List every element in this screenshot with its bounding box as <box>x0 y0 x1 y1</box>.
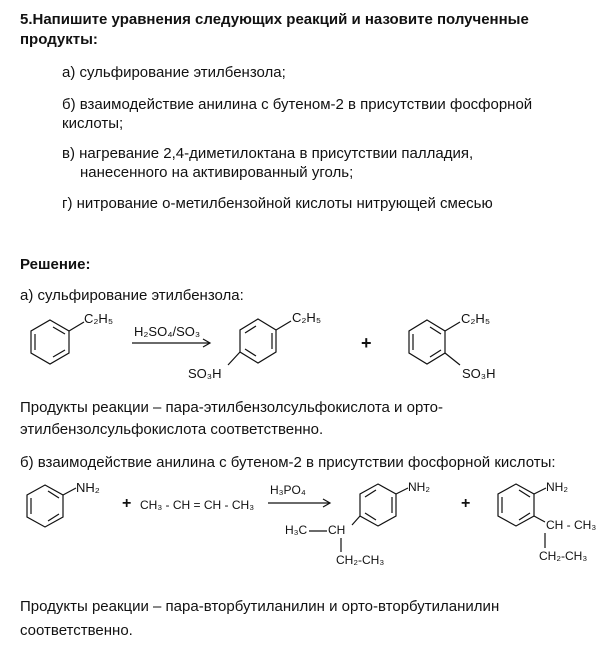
amine-label-para: NH₂ <box>408 480 430 494</box>
sulfo-label-para: SO₃H <box>188 366 222 381</box>
ethyl-label-2: C₂H₅ <box>292 310 322 325</box>
ch-ch3-label: CH - CH₃ <box>546 518 597 532</box>
part-a-title: а) сульфирование этилбензола: <box>20 287 244 304</box>
part-b-products-line2: соответственно. <box>20 622 133 639</box>
plus-b-2: + <box>461 495 471 512</box>
ch2ch3-label-ortho: CH₂-CH₃ <box>539 549 588 563</box>
reagent-a: H₂SO₄/SO₃ <box>134 324 201 339</box>
task-item-g: г) нитрование о-метилбензойной кислоты нитрующей смесью <box>62 195 493 212</box>
ethyl-label-3: C₂H₅ <box>461 311 491 326</box>
part-a-products-line1: Продукты реакции – пара-этилбензолсульфокислота и орто- <box>20 399 443 416</box>
amine-label-1: NH₂ <box>76 480 100 495</box>
sulfo-label-ortho: SO₃H <box>462 366 496 381</box>
solution-heading: Решение: <box>20 256 91 273</box>
task-title-line2: продукты: <box>20 31 98 48</box>
task-title-line1: 5.Напишите уравнения следующих реакций и назовите полученные <box>20 11 529 28</box>
part-a-products-line2: этилбензолсульфокислота соответственно. <box>20 421 324 438</box>
part-b-products-line1: Продукты реакции – пара-вторбутиланилин и орто-вторбутиланилин <box>20 598 500 615</box>
ch-label: CH <box>328 523 346 537</box>
butene-label: CH₃ - CH = CH - CH₃ <box>140 498 255 512</box>
plus-b-1: + <box>122 495 132 512</box>
reagent-b: H₃PO₄ <box>270 483 306 497</box>
task-item-v-cont: нанесенного на активированный уголь; <box>80 164 354 181</box>
ethyl-label-1: C₂H₅ <box>84 311 114 326</box>
amine-label-ortho: NH₂ <box>546 480 568 494</box>
h3c-label: H₃C <box>285 523 308 537</box>
task-item-b: б) взаимодействие анилина с бутеном-2 в присутствии фосфорной <box>62 96 533 113</box>
task-item-b-cont: кислоты; <box>62 115 124 132</box>
part-b-title: б) взаимодействие анилина с бутеном-2 в присутствии фосфорной кислоты: <box>20 454 556 471</box>
plus-a: + <box>361 333 372 353</box>
task-item-a: а) сульфирование этилбензола; <box>62 64 286 81</box>
task-item-v: в) нагревание 2,4-диметилоктана в присутствии палладия, <box>62 145 474 162</box>
ch2ch3-label-para: CH₂-CH₃ <box>336 553 385 567</box>
